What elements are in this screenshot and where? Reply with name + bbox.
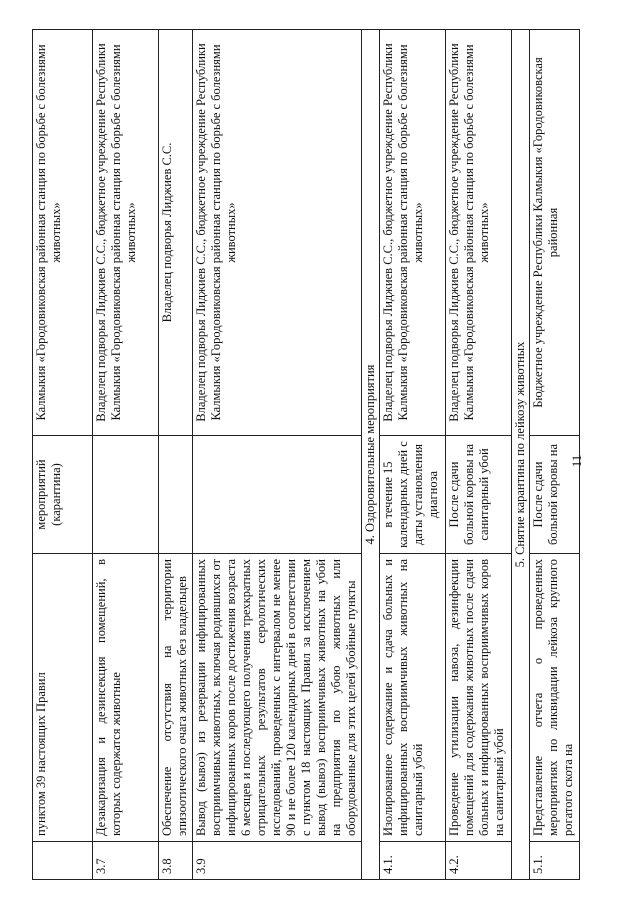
section-title: 5. Снятие карантина по лейкозу животных	[512, 30, 530, 880]
measures-table	[32, 29, 580, 880]
measure-term	[93, 436, 159, 554]
measure-name: Изолированное содержание и сдача больных и инфицированных восприимчивых животных на санитарный убой	[380, 554, 446, 842]
measure-term: в течение 15 календарных дней с даты установления диагноза	[380, 436, 446, 554]
section-title: 4. Оздоровительные мероприятия	[362, 30, 380, 880]
table-row	[193, 30, 362, 880]
table-row	[93, 30, 159, 880]
measure-responsible: Владелец подворья Лиджиев С.С., бюджетное учреждение Республики Калмыкия «Городовиковская районная станция по борьбе с болезнями животных»	[193, 30, 362, 436]
measure-responsible: Бюджетное учреждение Республики Калмыкия «Городовиковская районная	[530, 30, 580, 436]
row-number: 3.8	[159, 842, 193, 880]
row-number: 3.7	[93, 842, 159, 880]
measure-term: мероприятий (карантина)	[33, 436, 93, 554]
section-header-row	[512, 30, 530, 880]
section-header-row	[362, 30, 380, 880]
measure-name: пунктом 39 настоящих Правил	[33, 554, 93, 842]
measure-term: После сдачи больной коровы на	[530, 436, 580, 554]
table-row	[446, 30, 512, 880]
measure-name: Проведение утилизации навоза, дезинфекции помещений для содержания животных после сдачи больных и инфицированных восприимчивых коров на санитарный убой	[446, 554, 512, 842]
measure-responsible: Калмыкия «Городовиковская районная станция по борьбе с болезнями животных»	[33, 30, 93, 436]
measure-responsible: Владелец подворья Лиджиев С.С.	[159, 30, 193, 436]
row-number: 5.1.	[530, 842, 580, 880]
row-number: 4.2.	[446, 842, 512, 880]
table-row	[380, 30, 446, 880]
rotated-document-page	[32, 30, 597, 880]
row-number	[33, 842, 93, 880]
row-number: 3.9	[193, 842, 362, 880]
measure-responsible: Владелец подворья Лиджиев С.С., бюджетное учреждение Республики Калмыкия «Городовиковская районная станция по борьбе с болезнями животных»	[446, 30, 512, 436]
measure-term	[193, 436, 362, 554]
measure-responsible: Владелец подворья Лиджиев С.С., бюджетное учреждение Республики Калмыкия «Городовиковская районная станция по борьбе с болезнями животных»	[380, 30, 446, 436]
table-row	[33, 30, 93, 880]
measure-name: Обеспечение отсутствия на территории эпизоотического очага животных без владельцев	[159, 554, 193, 842]
row-number: 4.1.	[380, 842, 446, 880]
measure-term	[159, 436, 193, 554]
measure-name: Вывод (вывоз) из резервации инфицированных восприимчивых животных, включая родившихся от инфицированных коров после достижения возраста 6 месяцев и последующего получения трехкратных отрицательных результатов серологических исследований, проведенных с интервалом не менее 90 и не более 120 календарных дней в соответствии с пунктом 18 настоящих Правил за исключением вывод (вывоз) восприимчивых животных на убой на предприятия по убою животных или оборудованные для этих целей убойные пункты	[193, 554, 362, 842]
measure-term: После сдачи больной коровы на санитарный убой	[446, 436, 512, 554]
measure-responsible: Владелец подворья Лиджиев С.С., бюджетное учреждение Республики Калмыкия «Городовиковская районная станция по борьбе с болезнями животных»	[93, 30, 159, 436]
table-row	[159, 30, 193, 880]
page-number: 11	[569, 454, 584, 468]
measure-name: Представление отчета о проведенных мероприятиях по ликвидации лейкоза крупного рогатого скота на	[530, 554, 580, 842]
measure-name: Дезакаризация и дезинсекция помещений, в которых содержатся животные	[93, 554, 159, 842]
